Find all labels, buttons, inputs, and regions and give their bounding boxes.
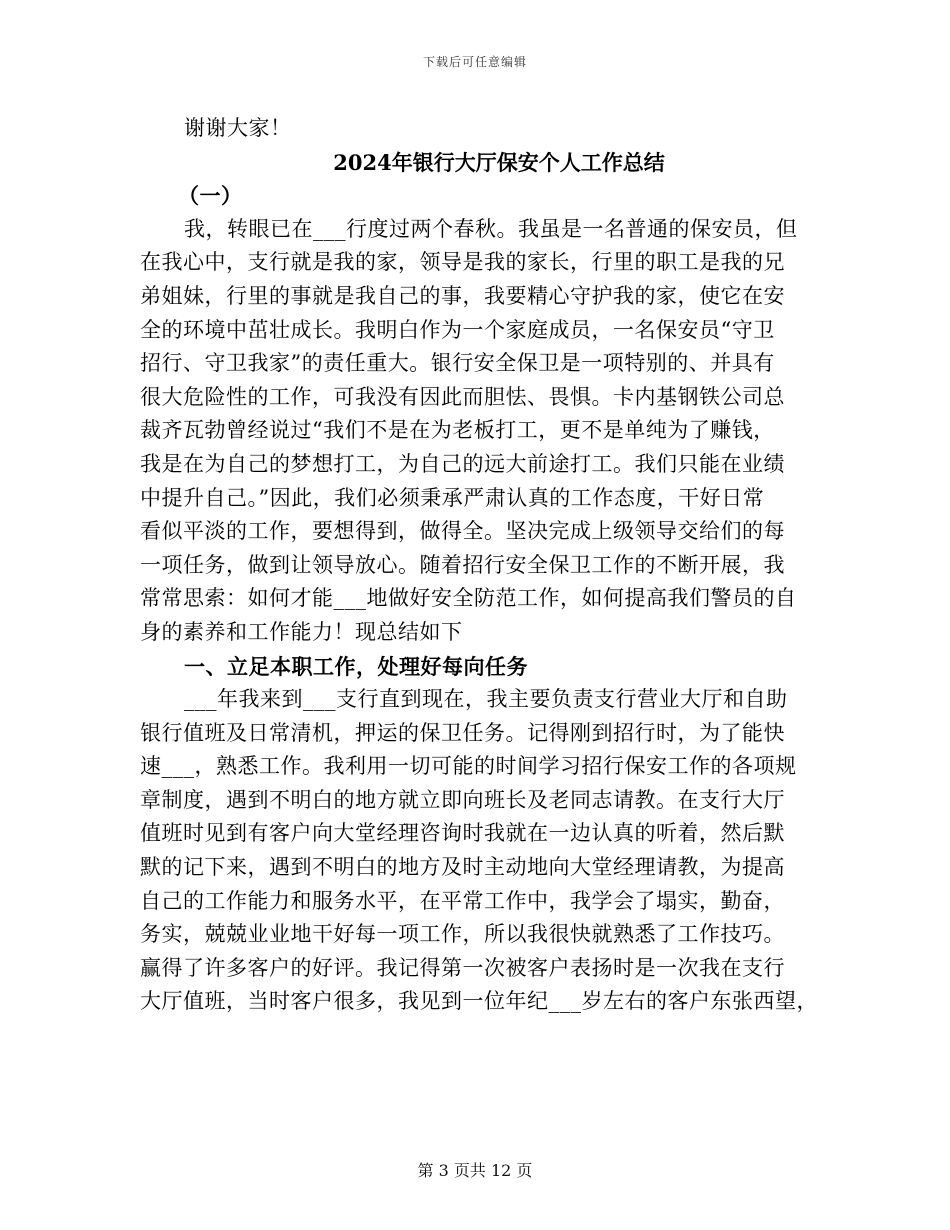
paragraph-line: 章制度，遇到不明白的地方就立即向班长及老同志请教。在支行大厅	[140, 787, 785, 812]
document-title: 2024年银行大厅保安个人工作总结	[333, 149, 665, 175]
paragraph-line: 值班时见到有客户向大堂经理咨询时我就在一边认真的听着，然后默	[140, 821, 785, 846]
document-body	[140, 112, 820, 1019]
closing-line: 谢谢大家！	[184, 116, 292, 140]
paragraph-line: 速___，熟悉工作。我利用一切可能的时间学习招行保安工作的各项规	[140, 754, 797, 779]
paragraph-line: 招行、守卫我家”的责任重大。银行安全保卫是一项特别的、并具有	[140, 351, 775, 376]
paragraph-line: 务实，兢兢业业地干好每一项工作，所以我很快就熟悉了工作技巧。	[140, 922, 785, 947]
paragraph-line: 赢得了许多客户的好评。我记得第一次被客户表扬时是一次我在支行	[140, 955, 785, 980]
paragraph-line: 很大危险性的工作，可我没有因此而胆怯、畏惧。卡内基钢铁公司总	[140, 384, 785, 409]
paragraph-line: 在我心中，支行就是我的家，领导是我的家长，行里的职工是我的兄	[140, 250, 785, 275]
paragraph-line: 我，转眼已在___行度过两个春秋。我虽是一名普通的保安员，但	[184, 216, 798, 241]
paragraph-line: 中提升自己。”因此，我们必须秉承严肃认真的工作态度，干好日常	[140, 485, 765, 510]
section-heading: 一、立足本职工作，处理好每向任务	[184, 653, 528, 679]
paragraph-line: 银行值班及日常清机，押运的保卫任务。记得刚到招行时，为了能快	[140, 720, 785, 745]
section-paragraph	[140, 683, 820, 1019]
paragraph-line: 身的素养和工作能力！现总结如下	[140, 619, 463, 644]
paragraph-line: ___年我来到___支行直到现在，我主要负责支行营业大厅和自助	[184, 687, 788, 712]
paragraph-line: 常常思索：如何才能___地做好安全防范工作，如何提高我们警员的自	[140, 586, 797, 611]
paragraph-line: 大厅值班，当时客户很多，我见到一位年纪___岁左右的客户东张西望，	[140, 989, 818, 1014]
paragraph-line: 裁齐瓦勃曾经说过“我们不是在为老板打工，更不是单纯为了赚钱，	[140, 418, 775, 443]
paragraph-line: 一项任务，做到让领导放心。随着招行安全保卫工作的不断开展，我	[140, 552, 785, 577]
paragraph-line: 默的记下来，遇到不明白的地方及时主动地向大堂经理请教，为提高	[140, 855, 785, 880]
paragraph-line: 弟姐妹，行里的事就是我自己的事，我要精心守护我的家，使它在安	[140, 283, 785, 308]
page-indicator: 第 3 页共 12 页	[417, 1161, 533, 1180]
paragraph-line: 我是在为自己的梦想打工，为自己的远大前途打工。我们只能在业绩	[140, 451, 785, 476]
intro-paragraph	[140, 213, 820, 650]
paragraph-line: 看似平淡的工作，要想得到，做得全。坚决完成上级领导交给们的每	[140, 519, 785, 544]
paragraph-line: 自己的工作能力和服务水平，在平常工作中，我学会了塌实，勤奋，	[140, 888, 785, 913]
part-label: （一）	[178, 183, 243, 209]
header-note: 下载后可任意编辑	[422, 55, 527, 69]
paragraph-line: 全的环境中茁壮成长。我明白作为一个家庭成员，一名保安员“守卫	[140, 317, 775, 342]
